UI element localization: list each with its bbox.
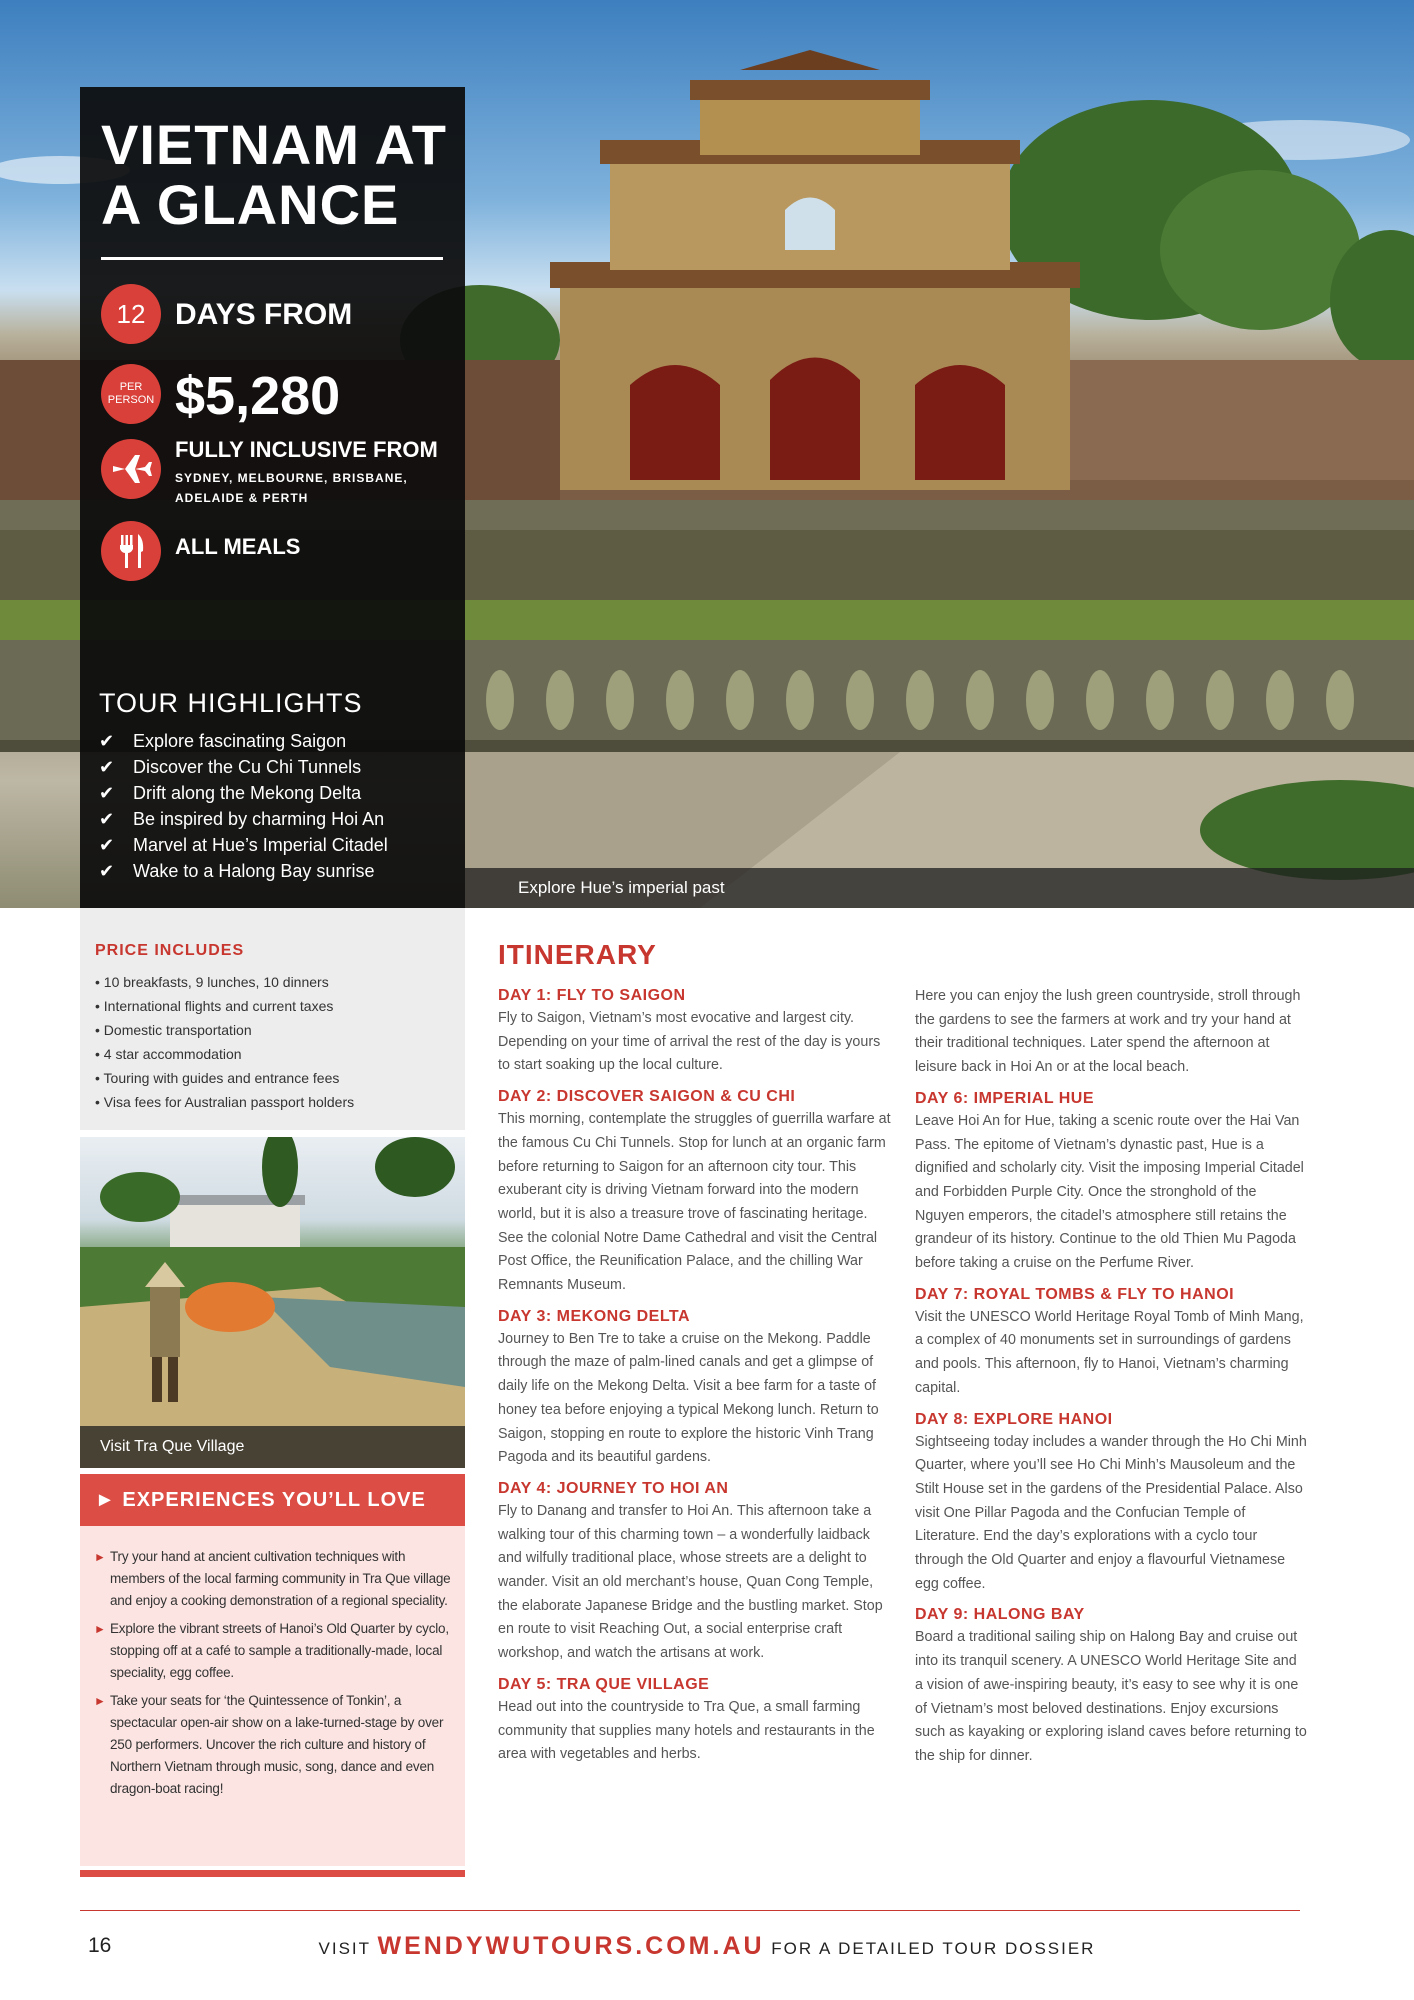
hero-caption: Explore Hue’s imperial past [465,868,1414,908]
list-item: ✔ Wake to a Halong Bay sunrise [99,858,388,884]
price-includes-list [95,970,354,1114]
day-text: Head out into the countryside to Tra Que, a small farming community that supplies many hotels and restaurants in the area with vegetables and herbs. [498,1698,875,1763]
day-text: Fly to Danang and transfer to Hoi An. This afternoon take a walking tour of this charming town – a wonderfully laidback and wilfully traditional place, whose streets are a delight to wander. Visit an old merchant’s house, Quan Cong Temple, the elaborate Japanese Bridge and the bustling market. Stop en route to visit Reaching Out, a social enterprise craft workshop, and watch the artisans at work. [498,1502,883,1662]
list-item: • International flights and current taxes [95,998,334,1014]
itinerary-day [915,1604,1308,1768]
list-item: ► Explore the vibrant streets of Hanoi’s Old Quarter by cyclo, stopping off at a café to sample a traditionally-made, local speciality, egg coffee. [94,1618,452,1684]
itinerary-day [498,1306,891,1470]
page-number: 16 [88,1934,112,1957]
per-person-circle: PER PERSON [101,364,161,424]
day-title: DAY 4: JOURNEY TO HOI AN [498,1479,729,1497]
day-text: Here you can enjoy the lush green countryside, stroll through the gardens to see the farmers at work and try your hand at their traditional techniques. Later spend the afternoon at leisure back in Hoi An or at the local beach. [915,988,1301,1076]
triangle-right-icon: ► [94,1550,106,1564]
list-item: ✔ Discover the Cu Chi Tunnels [99,754,388,780]
itinerary-column-2 [915,985,1308,1777]
price-includes-heading: PRICE INCLUDES [95,942,245,959]
itinerary-day [915,1284,1308,1401]
itinerary-day [915,1088,1308,1276]
itinerary-day [915,1409,1308,1597]
plane-icon [101,439,161,499]
list-item: • Visa fees for Australian passport holders [95,1094,355,1110]
tour-price: $5,280 [175,366,341,426]
footer-text [0,1933,1414,1962]
tra-que-photo [80,1137,465,1468]
day-title: DAY 5: TRA QUE VILLAGE [498,1675,710,1693]
footer-prefix: VISIT [318,1939,371,1958]
itinerary-day [498,1674,891,1767]
itinerary-day-continued [915,985,1308,1080]
day-text: Leave Hoi An for Hue, taking a scenic route over the Hai Van Pass. The epitome of Vietnam’s dynastic past, Hue is a dignified and scholarly city. Visit the imposing Imperial Citadel and Forbidden Purple City. Once the stronghold of the Nguyen emperors, the citadel’s atmosphere still retains the grandeur of its history. Continue to the old Thien Mu Pagoda before taking a cruise on the Perfume River. [915,1112,1304,1272]
at-a-glance-panel [80,87,465,908]
itinerary-day [498,1478,891,1666]
inclusive-label: FULLY INCLUSIVE FROM [175,437,438,462]
footer-divider [80,1910,1300,1911]
check-icon: ✔ [99,861,115,881]
check-icon: ✔ [99,757,115,777]
list-item: ✔ Drift along the Mekong Delta [99,780,388,806]
day-text: Visit the UNESCO World Heritage Royal Tomb of Minh Mang, a complex of 40 monuments set in surroundings of gardens and pools. This afternoon, fly to Hanoi, Vietnam’s charming capital. [915,1308,1304,1396]
cutlery-icon [101,521,161,581]
days-label: DAYS FROM [175,298,353,331]
list-item: • 4 star accommodation [95,1046,242,1062]
list-item: ► Try your hand at ancient cultivation techniques with members of the local farming community in Tra Que village and enjoy a cooking demonstration of a regional speciality. [94,1546,452,1612]
days-circle: 12 [101,284,161,344]
day-title: DAY 8: EXPLORE HANOI [915,1410,1113,1428]
list-item: ✔ Be inspired by charming Hoi An [99,806,388,832]
day-title: DAY 9: HALONG BAY [915,1606,1085,1624]
highlights-heading: TOUR HIGHLIGHTS [99,688,363,718]
check-icon: ✔ [99,809,115,829]
list-item: ► Take your seats for ‘the Quintessence of Tonkin’, a spectacular open-air show on a lake-turned-stage by over 250 performers. Uncover the rich culture and history of Northern Vietnam through music, song, dance and even dragon-boat racing! [94,1690,452,1800]
highlights-list [99,728,388,884]
triangle-right-icon: ► [94,1694,106,1708]
price-includes-box [80,908,465,1130]
list-item: • 10 breakfasts, 9 lunches, 10 dinners [95,974,329,990]
panel-divider [101,257,443,260]
village-illustration [80,1137,465,1468]
footer-suffix: FOR A DETAILED TOUR DOSSIER [771,1939,1096,1958]
day-text: Fly to Saigon, Vietnam’s most evocative and largest city. Depending on your time of arrival the rest of the day is yours to start soaking up the local culture. [498,1010,881,1074]
check-icon: ✔ [99,835,115,855]
day-title: DAY 7: ROYAL TOMBS & FLY TO HANOI [915,1285,1235,1303]
day-title: DAY 3: MEKONG DELTA [498,1307,691,1325]
day-text: Sightseeing today includes a wander through the Ho Chi Minh Quarter, where you’ll see Ho Chi Minh’s Mausoleum and the Stilt House set in the gardens of the Presidential Palace. Also visit One Pillar Pagoda and the Confucian Temple of Literature. End the day’s explorations with a cyclo tour through the Old Quarter and enjoy a flavourful Vietnamese egg coffee. [915,1433,1307,1592]
panel-title: VIETNAM AT A GLANCE [101,113,447,236]
experiences-box [80,1526,465,1866]
itinerary-column-1 [498,985,891,1775]
itinerary-title: ITINERARY [498,939,657,970]
departure-cities: SYDNEY, MELBOURNE, BRISBANE, ADELAIDE & PERTH [175,471,408,505]
triangle-right-icon: ► [94,1622,106,1636]
day-title: DAY 6: IMPERIAL HUE [915,1089,1095,1107]
meals-label: ALL MEALS [175,534,301,559]
day-title: DAY 2: DISCOVER SAIGON & CU CHI [498,1088,796,1106]
experiences-list [94,1546,452,1806]
itinerary-day [498,985,891,1078]
experiences-heading: ► EXPERIENCES YOU’LL LOVE [80,1474,465,1526]
triangle-right-icon: ► [95,1489,123,1511]
day-title: DAY 1: FLY TO SAIGON [498,987,686,1004]
website-link[interactable]: WENDYWUTOURS.COM.AU [377,1932,765,1960]
day-text: Board a traditional sailing ship on Halong Bay and cruise out into its tranquil scenery. A UNESCO World Heritage Site and a vision of awe-inspiring beauty, it’s easy to see why it is one of Vietnam’s most beloved destinations. Enjoy excursions such as kayaking or exploring island caves before returning to the ship for dinner. [915,1629,1307,1764]
list-item: • Touring with guides and entrance fees [95,1070,340,1086]
tra-que-caption: Visit Tra Que Village [80,1426,465,1468]
check-icon: ✔ [99,731,115,751]
list-item: ✔ Explore fascinating Saigon [99,728,388,754]
experiences-bottom-bar [80,1870,465,1877]
list-item: ✔ Marvel at Hue’s Imperial Citadel [99,832,388,858]
day-text: This morning, contemplate the struggles of guerrilla warfare at the famous Cu Chi Tunnels. Stop for lunch at an organic farm before returning to Saigon for an afternoon city tour. This exuberant city is driving Vietnam forward into the modern world, but it is also a treasure trove of fascinating heritage. See the colonial Notre Dame Cathedral and visit the Central Post Office, the Reunification Palace, and the chilling War Remnants Museum. [498,1111,891,1294]
day-text: Journey to Ben Tre to take a cruise on the Mekong. Paddle through the maze of palm-lined canals and get a glimpse of daily life on the Mekong Delta. Visit a bee farm for a taste of honey tea before enjoying a typical Mekong lunch. Return to Saigon, stopping en route to explore the historic Vinh Trang Pagoda and its beautiful gardens. [498,1330,879,1466]
list-item: • Domestic transportation [95,1022,252,1038]
itinerary-day [498,1086,891,1298]
check-icon: ✔ [99,783,115,803]
